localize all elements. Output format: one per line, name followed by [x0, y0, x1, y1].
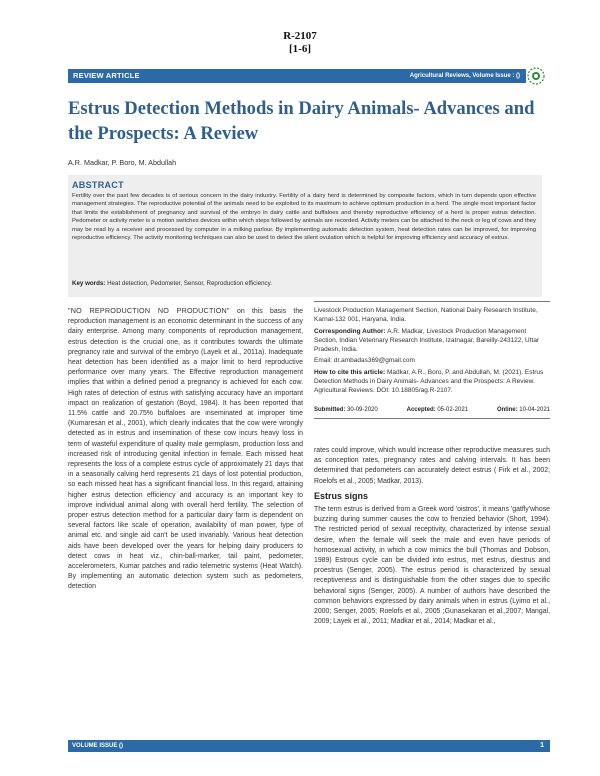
- body-right-column: [314, 446, 550, 631]
- email[interactable]: Email: dr.ambadas369@gmail.com: [314, 357, 415, 365]
- corresponding-label: Corresponding Author:: [314, 327, 386, 335]
- journal-info: Agricultural Reviews, Volume Issue : (): [409, 73, 520, 79]
- article-dates: [314, 407, 550, 413]
- paragraph: The term estrus is derived from a Greek word 'oistros', it means 'gatfly'whose buzzing during summer causes the cow to frenzied behavior (Short, 1994). The restricted period of sexual receptivity, characterized by intense sexual desire, when the female will seek the male and even have periods of homosexual activity, in which a cow mimics the bull (Thomas and Dobson, 1989) Estrous cycle can be divided into estrus, met estrus, diestrus and proestrus (Senger, 2005). The estrus period is characterized by sexual receptiveness and is distinguishable from the other stages due to specific behavioral signs (Senger, 2005). A number of authors have described the common behaviors expressed by dairy animals when in estrus (Lyimo et al., 2000; Senger, 2005; Roelofs et al., 2005 ;Gunasekaran et al.,2007; Mangal, 2009; Layek et al., 2011; Madkar et al., 2014; Madkar et al.,: [314, 506, 550, 626]
- divider: [314, 418, 550, 419]
- paragraph: rates could improve, which would increase other reproductive measures such as conception rates, pregnancy rates and calving intervals. It has been determined that pedometers can accurately detect estrus ( Firk et al., 2002; Roelofs et al., 2005; Madkar, 2013).: [314, 447, 550, 485]
- article-title: Estrus Detection Methods in Dairy Animals- Advances and the Prospects: A Review: [68, 98, 535, 144]
- section-heading: Estrus signs: [314, 490, 369, 501]
- article-type: REVIEW ARTICLE: [73, 71, 140, 80]
- footer-bar: [68, 740, 550, 752]
- corresponding-author: [314, 327, 550, 355]
- footer-volume: VOLUME ISSUE (): [72, 743, 124, 749]
- submitted-date: Submitted: 30-09-2020: [314, 407, 378, 413]
- affiliation-block: [314, 306, 550, 398]
- accepted-date: Accepted: 05-02-2021: [406, 407, 469, 413]
- page-number: 1: [540, 742, 544, 749]
- keywords-label: Key words:: [72, 280, 106, 287]
- manuscript-reference: [0, 30, 600, 56]
- citation: [314, 368, 550, 396]
- header-bar: [68, 69, 526, 83]
- abstract-text: Fertility over the past few decades is of serious concern in the dairy industry. Fertility of a dairy herd is determined by composite factors, which in turn depends upon effective management strategies. The reproductive potential of the animals need to be exploited to its maximum to achieve optimum production in a herd. The single most important factor that limits the establishment of pregnancy and survival of the embryo in dairy cattle and buffaloes and thereby reproductive efficiency of a herd is proper estrus detection. Pedometer or activity meter is a motion switches devices within which steps followed by animals are recorded. Activity meters can be attached to the neck or leg of cows and they may be read by a receiver and processed by computer in a milking parlour. By implementing automatic detection system, heat detection rates can be improved, for improving reproductive efficiency. The activity monitoring techniques can also be used to detect the silent ovulation which is helpful for improving efficiency and accuracy of estrus.: [72, 193, 536, 242]
- intro-text: on this basis the reproduction management is an economic determinant in the success of any dairy enterprise. Among many components of reproduction management, estrus detection is the crucial one, as it contributes towards the ultimate pregnancy rate and survival of the embryo (Layek et al., 2011a). Inadequate heat detection has been identified as a major limit to herd reproductive performance over many years. The Effective reproduction management implies that within a defined period a pregnancy is achieved for each cow. High rates of detection of estrus with satisfying accuracy have an important impact on realization of gestation (Boyd, 1984). It has been reported that 11.5% cattle and 20.75% buffaloes are inseminated at improper time (Kumaresan et al., 2001), which clearly indicates that the cow were wrongly detected as in estrus and insemination of these cow incurs heavy loss in term of wasteful expenditure of quality male germplasm, production loss and increased risk of introducing genital infection in female. Each missed heat represents the loss of a complete estrus cycle of approximately 21 days that in a seasonally calving herd represents 21 days of lost potential production, so each missed heat has a significant financial loss. In this regard, attaining higher estrus detection efficiency and accuracy is an important key to improve individual animal along with overall herd fertility. The selection of proper estrus detection method for a particular dairy farm is dependent on several factors like scale of operation, availability of man power, type of animal etc. and single aid can't be used invariably. Various heat detection aids have been developed over the years for helping dairy producers to detect cows in heat viz., chin-ball-marker, tail paint, pedometer, accelerometers, Kumar patches and radio telemetric systems (Heat Watch). By implementing an automatic detection system such as pedometers, detection: [68, 308, 303, 591]
- institution: Livestock Production Management Section, National Dairy Research Institute, Karnal-132 001, Haryana, India.: [314, 307, 538, 324]
- corresponding-text: A.R. Madkar, Livestock Production Management Section, Indian Veterinary Research Institute, Izatnagar, Bareilly-243122, Uttar Pradesh, India.: [314, 327, 540, 354]
- body-left-column: [68, 306, 303, 593]
- journal-logo-icon: [526, 66, 546, 86]
- divider: [314, 301, 550, 302]
- page-range: [1-6]: [289, 43, 311, 55]
- reference-number: R-2107: [283, 30, 317, 42]
- online-date: Online: 10-04-2021: [496, 407, 550, 413]
- keywords: [72, 280, 536, 287]
- abstract-heading: ABSTRACT: [72, 180, 124, 190]
- keywords-text: Heat detection, Pedometer, Sensor, Reproduction efficiency.: [107, 280, 272, 287]
- cite-text: Madkar, A.R., Boro, P. and Abdullah, M. (2021). Estrus Detection Methods in Dairy Animals- Advances and the Prospects: A Review. Agricultural Reviews. DOI: 10.18805/ag.R-2107.: [314, 368, 544, 395]
- lead-phrase: "NO REPRODUCTION NO PRODUCTION": [68, 306, 230, 315]
- cite-label: How to cite this article:: [314, 368, 386, 376]
- author-list: A.R. Madkar, P. Boro, M. Abdullah: [68, 158, 177, 167]
